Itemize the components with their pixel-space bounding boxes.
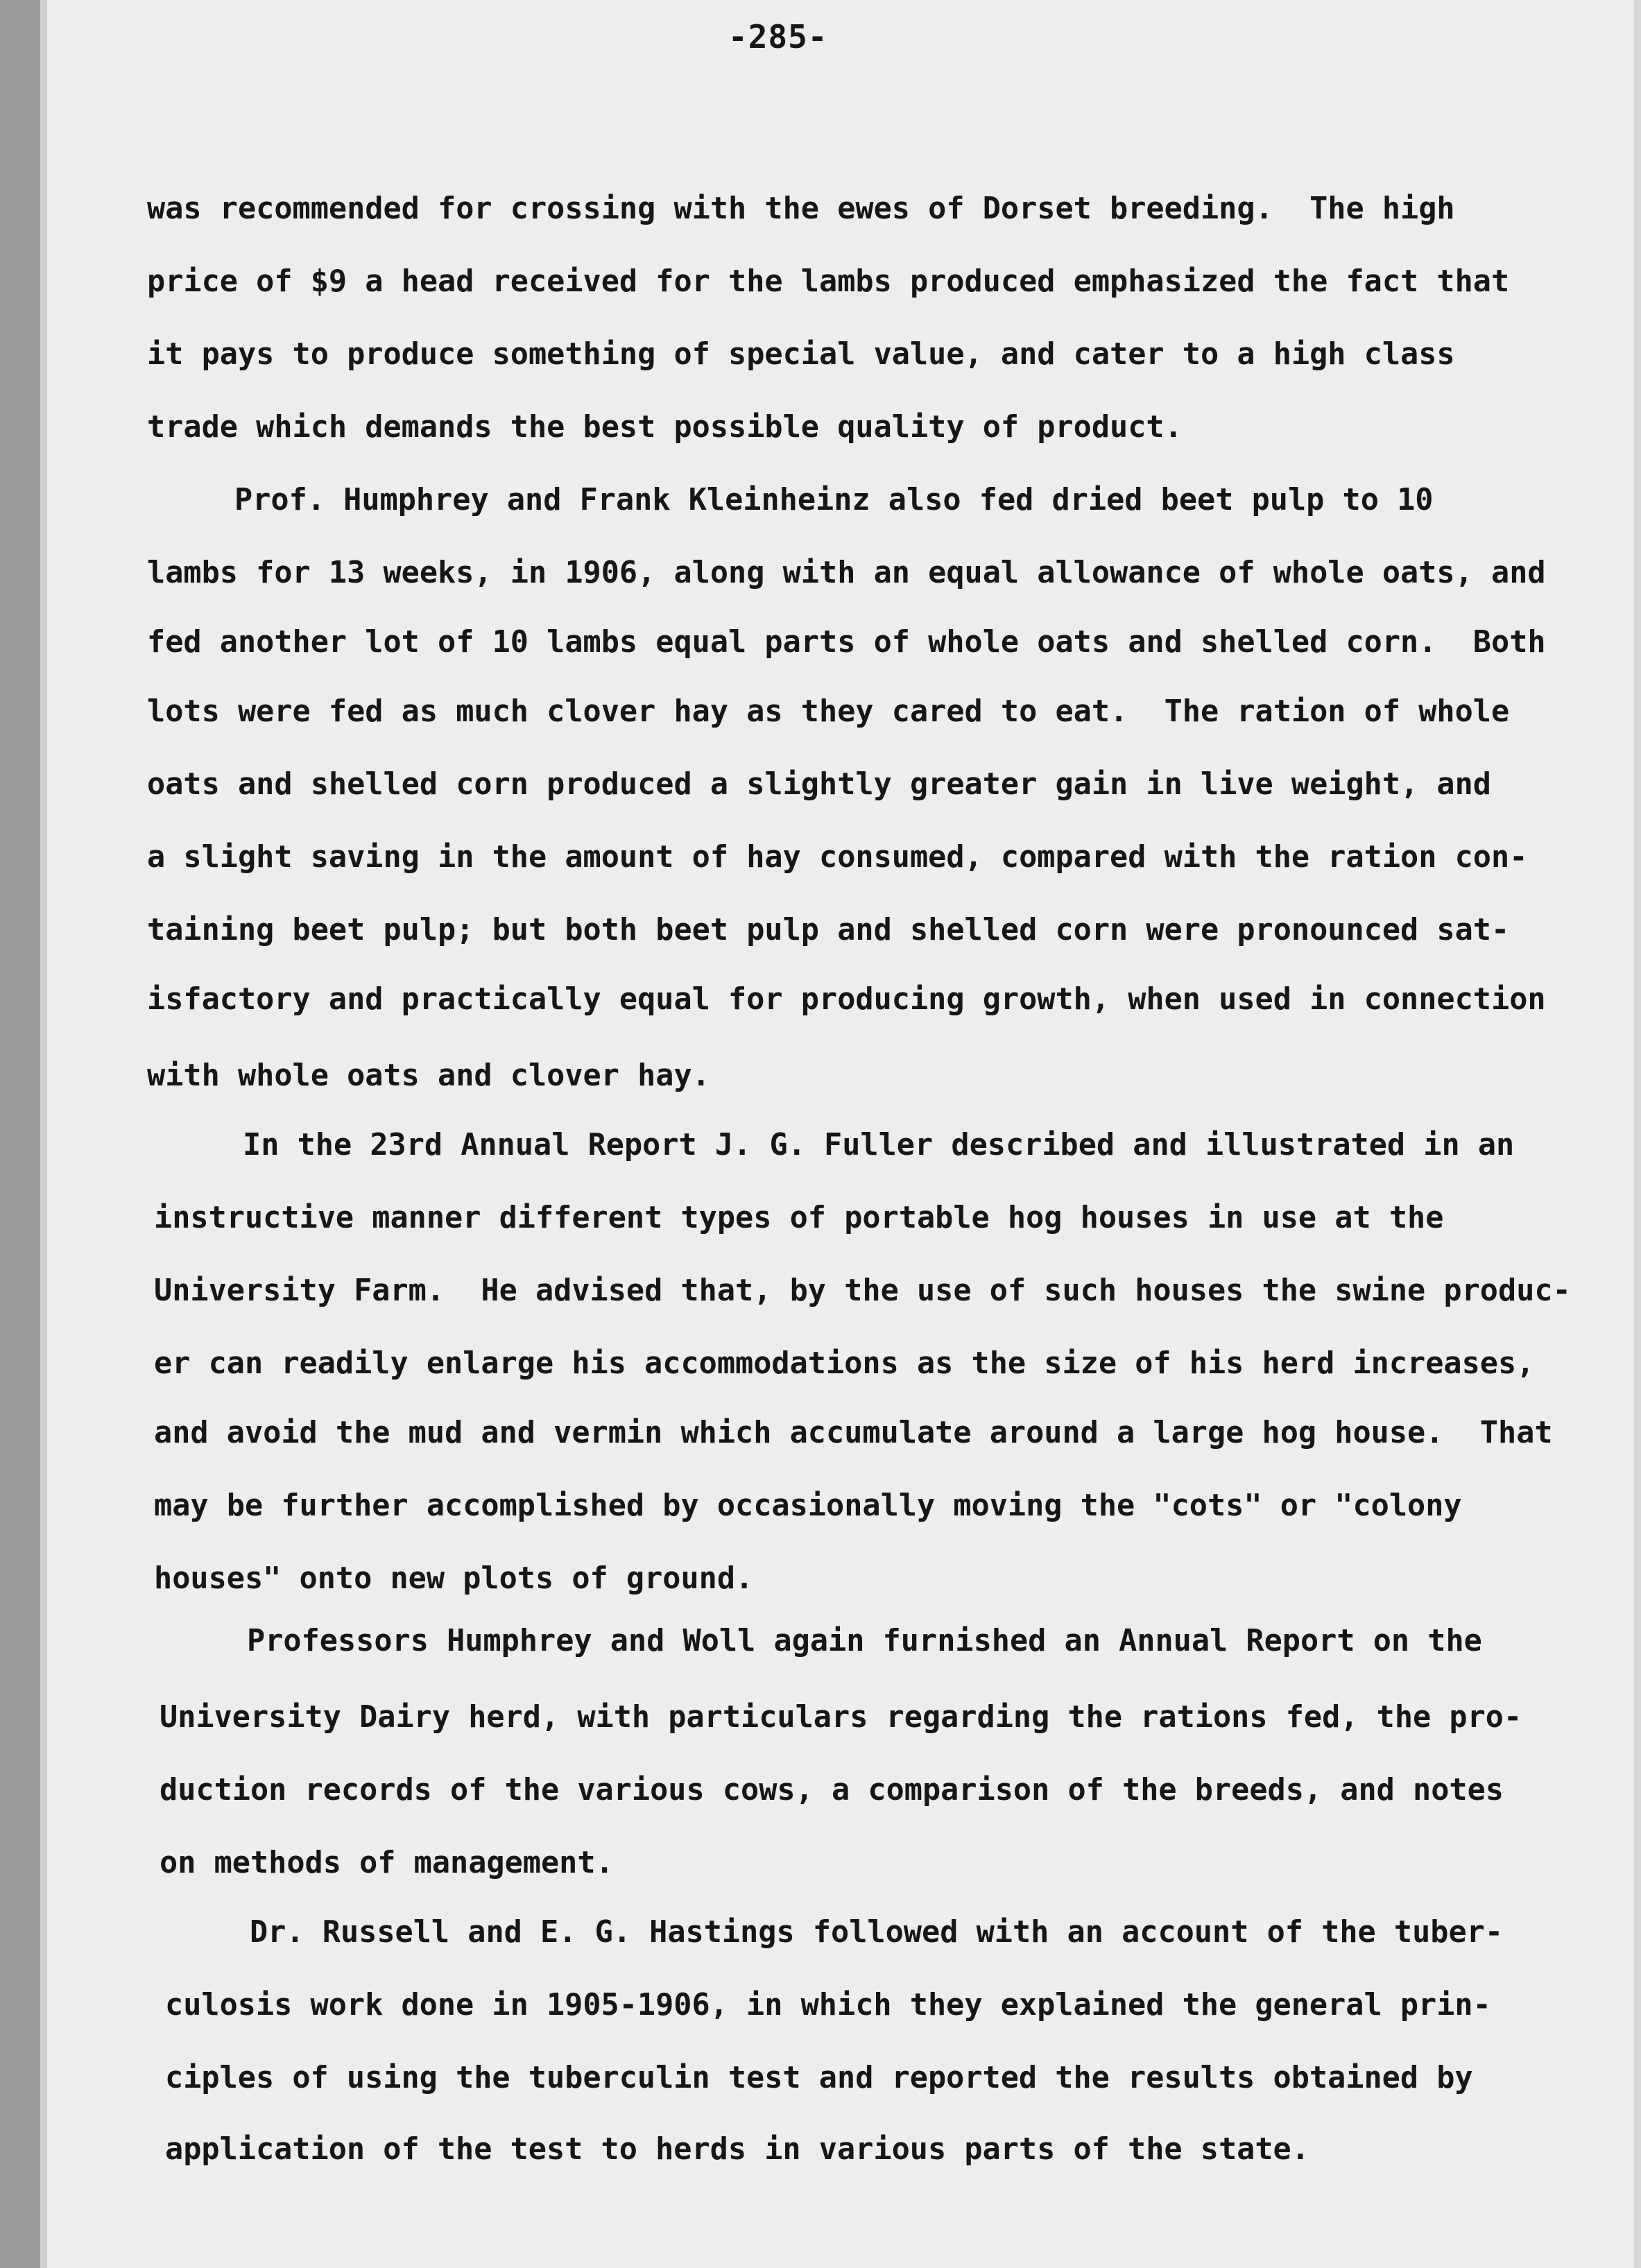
text-line: on methods of management. [160, 1846, 614, 1880]
text-line: isfactory and practically equal for producing growth, when used in connection [147, 982, 1546, 1017]
scan-left-edge [0, 0, 40, 2268]
text-line: a slight saving in the amount of hay consumed, compared with the ration con- [147, 840, 1528, 875]
text-line: was recommended for crossing with the ewes of Dorset breeding. The high [147, 191, 1455, 226]
text-line: price of $9 a head received for the lambs produced emphasized the fact that [147, 264, 1510, 299]
text-line: Professors Humphrey and Woll again furnished an Annual Report on the [247, 1624, 1482, 1658]
scan-left-edge-shadow [40, 0, 47, 2268]
text-line: lots were fed as much clover hay as they cared to eat. The ration of whole [147, 694, 1510, 729]
text-line: Prof. Humphrey and Frank Kleinheinz also fed dried beet pulp to 10 [234, 483, 1434, 517]
scan-right-edge [1634, 0, 1641, 2268]
text-line: ciples of using the tuberculin test and reported the results obtained by [165, 2061, 1473, 2095]
text-line: University Farm. He advised that, by the use of such houses the swine produc- [154, 1273, 1571, 1308]
text-line: taining beet pulp; but both beet pulp and shelled corn were pronounced sat- [147, 913, 1510, 947]
text-line: lambs for 13 weeks, in 1906, along with an equal allowance of whole oats, and [147, 556, 1546, 590]
text-line: houses" onto new plots of ground. [154, 1561, 754, 1596]
text-line: with whole oats and clover hay. [147, 1058, 710, 1093]
text-line: application of the test to herds in various parts of the state. [165, 2132, 1309, 2167]
page-number: -285- [728, 18, 828, 55]
text-line: may be further accomplished by occasionally moving the "cots" or "colony [154, 1488, 1462, 1523]
text-line: Dr. Russell and E. G. Hastings followed with an account of the tuber- [250, 1915, 1504, 1950]
text-line: fed another lot of 10 lambs equal parts of whole oats and shelled corn. Both [147, 625, 1546, 660]
text-line: University Dairy herd, with particulars regarding the rations fed, the pro- [160, 1700, 1522, 1735]
text-line: oats and shelled corn produced a slightly greater gain in live weight, and [147, 767, 1492, 802]
text-line: duction records of the various cows, a comparison of the breeds, and notes [160, 1773, 1504, 1807]
text-line: er can readily enlarge his accommodations as the size of his herd increases, [154, 1346, 1535, 1381]
text-line: culosis work done in 1905-1906, in which they explained the general prin- [165, 1988, 1491, 2022]
text-line: In the 23rd Annual Report J. G. Fuller described and illustrated in an [243, 1128, 1515, 1162]
text-line: it pays to produce something of special value, and cater to a high class [147, 337, 1455, 372]
text-line: trade which demands the best possible quality of product. [147, 410, 1183, 445]
text-line: instructive manner different types of portable hog houses in use at the [154, 1201, 1444, 1235]
text-line: and avoid the mud and vermin which accumulate around a large hog house. That [154, 1416, 1553, 1450]
